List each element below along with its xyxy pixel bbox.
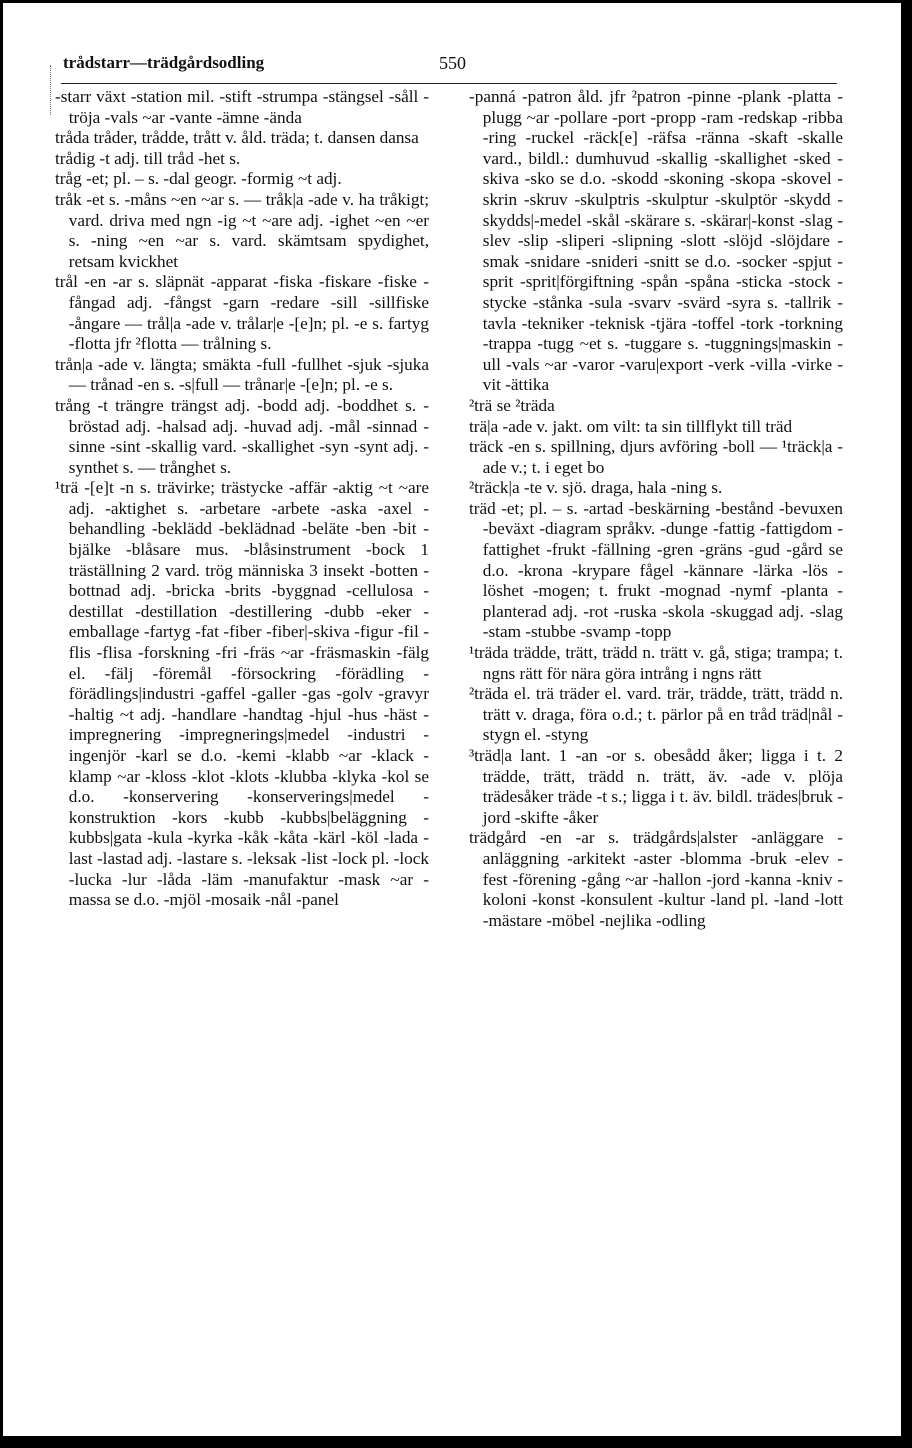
entry: -starr växt -station mil. -stift -strumpa -stängsel -såll -tröja -vals ~ar -vante -ämne -ända [55,87,429,127]
entry: trål -en -ar s. släpnät -apparat -fiska -fiskare -fiske -fångad adj. -fångst -garn -redare -sill -sillfiske -ångare — trål|a -ade v. trålar|e -[e]n; pl. -e s. fartyg -flotta jfr ²flotta — trålning s. [55,272,429,354]
entry: trädgård -en -ar s. trädgårds|alster -anläggare -anläggning -arkitekt -aster -blomma -bruk -elev -fest -förening -gång ~ar -hallon -jord -kanna -kniv -koloni -konst -konsulent -kultur -land pl. -land -lott -mästare -möbel -nejlika -odling [469,828,843,930]
entry: ²träck|a -te v. sjö. draga, hala -ning s. [469,478,723,498]
entry: ²trä se ²träda [469,395,555,415]
page-header [59,53,841,77]
entry: trån|a -ade v. längta; smäkta -full -fullhet -sjuk -sjuka — trånad -en s. -s|full — trånar|e -[e]n; pl. -e s. [55,354,429,395]
header-rule [61,83,837,84]
left-column [55,87,429,911]
entry: -panná -patron åld. jfr ²patron -pinne -plank -platta -plugg ~ar -pollare -port -propp -ram -redskap -ribba -ring -ruckel -räck[e] -räfsa -ränna -skaft -skalle vard., bildl.: dumhuvud -skallig -skallighet -sked -skiva -sko se d.o. -skodd -skoning -skopa -skovel -skrin -skruv -skulptris -skulptur -skulptör -skydd -skydds|-medel -skål -skärare s. -skärar|-konst -slag -slev -slip -sliperi -slipning -slott -slöjd -slöjdare -smak -snidare -snideri -snitt se d.o. -socker -spjut -sprit -sprit|förgiftning -spån -spåna -sticka -stock -stycke -stånka -sula -svarv -svärd -syra s. -tallrik -tavla -tekniker -teknisk -tjära -toffel -tork -torkning -trappa -tugg ~et s. -tuggare s. -tuggnings|maskin -ull -vals ~ar -varor -varu|export -verk -villa -virke -vit -ättika [469,87,843,395]
entry: ²träda el. trä träder el. vard. trär, trädde, trätt, trädd n. trätt v. draga, föra o.d.; t. pärlor på en tråd träd|nål -stygn el. -styng [469,684,843,745]
right-column [469,87,843,931]
entry: träd -et; pl. – s. -artad -beskärning -bestånd -bevuxen -beväxt -diagram språkv. -dunge -fattig -fattigdom -fattighet -frukt -fällning -gren -gräns -gud -gård se d.o. -krona -krypare fågel -kännare -lärka -lös -löshet -mogen; t. frukt -mognad -nymf -planta -planterad adj. -rot -ruska -skola -skuggad adj. -slag -stam -stubbe -svamp -topp [469,498,843,642]
entry: trång -t trängre trängst adj. -bodd adj. -boddhet s. -bröstad adj. -halsad adj. -huvad adj. -mål -sinnad -sinne -sint -skallig vard. -skallighet -syn -synt adj. -synthet s. — trånghet s. [55,395,429,477]
entry: tråg -et; pl. – s. -dal geogr. -formig ~t adj. [55,169,342,189]
margin-marks [50,65,53,115]
dictionary-page [3,3,901,1436]
entry: ¹träda trädde, trätt, trädd n. trätt v. gå, stiga; trampa; t. ngns rätt för nära göra intrång i ngns rätt [469,643,843,683]
entry: trä|a -ade v. jakt. om vilt: ta sin tillflykt till träd [469,416,793,436]
entry: ³träd|a lant. 1 -an -or s. obesådd åker; ligga i t. 2 trädde, trätt, trädd n. trätt, äv. -ade v. plöja trädesåker träde -t s.; ligga i t. äv. bildl. trädes|bruk -jord -skifte -åker [469,746,843,827]
entry: tråda tråder, trådde, trått v. åld. träda; t. dansen dansa [55,128,419,148]
running-head: trådstarr—trädgårdsodling [63,53,265,72]
entry: träck -en s. spillning, djurs avföring -boll — ¹träck|a -ade v.; t. i eget bo [469,437,843,477]
entry: tråk -et s. -måns ~en ~ar s. — tråk|a -ade v. ha tråkigt; vard. driva med ngn -ig ~t ~are adj. -ighet ~en ~er s. -ning ~en ~ar s. vard. skämtsam spydighet, retsam kvickhet [55,189,429,271]
entry: ¹trä -[e]t -n s. trävirke; trästycke -affär -aktig ~t ~are adj. -aktighet s. -arbetare -arbete -aska -axel -behandling -beklädd -beklädnad -beläte -ben -bit -bjälke -blåsare mus. -blåsinstrument -bock 1 träställning 2 vard. trög människa 3 insekt -botten -bottnad adj. -bricka -brits -byggnad -cellulosa -destillat -destillation -destillering -dubb -eker -emballage -fartyg -fat -fiber -fiber|-skiva -figur -fil -flis -flisa -forskning -fri -fräs ~ar -fräsmaskin -fälg el. -fälj -föremål -försockring -förädling -förädlings|industri -gaffel -galler -gas -golv -gravyr -haltig ~t adj. -handlare -handtag -hjul -hus -häst -impregnering -impregnerings|medel -industri -ingenjör -karl se d.o. -kemi -klabb ~ar -klack -klamp ~ar -kloss -klot -klots -klubba -klyka -kol se d.o. -konservering -konserverings|medel -konstruktion -kors -kubb -kubbs|beläggning -kubbs|gata -kula -kyrka -kåk -kåta -kärl -köl -lada -last -lastad adj. -lastare s. -leksak -list -lock pl. -lock -lucka -lur -låda -läm -manufaktur -mask ~ar -massa se d.o. -mjöl -mosaik -nål -panel [55,478,429,910]
page-number: 550 [439,53,466,73]
entry: trådig -t adj. till tråd -het s. [55,148,241,168]
